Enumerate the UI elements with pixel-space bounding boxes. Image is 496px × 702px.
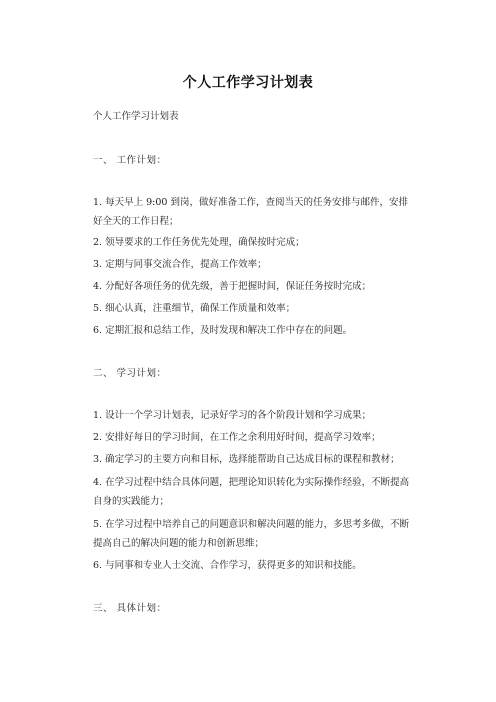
work-item-2: 2. 领导要求的工作任务优先处理，确保按时完成； [93,237,305,248]
study-item-4: 4. 在学习过程中结合具体问题，把理论知识转化为实际操作经验，不断提高自身的实践能力； [93,477,410,507]
work-item-1: 1. 每天早上 9:00 到岗，做好准备工作，查阅当天的任务安排与邮件，安排好全天的工作日程； [93,197,408,227]
study-item-6: 6. 与同事和专业人士交流、合作学习，获得更多的知识和技能。 [93,560,362,571]
work-item-3: 3. 定期与同事交流合作，提高工作效率； [93,259,267,270]
work-item-5: 5. 细心认真，注重细节，确保工作质量和效率； [93,303,296,314]
section-heading-work: 一、 工作计划： [93,155,167,166]
study-item-2: 2. 安排好每日的学习时间，在工作之余利用好时间，提高学习效率； [93,432,381,443]
study-item-3: 3. 确定学习的主要方向和目标，选择能帮助自己达成目标的课程和教材； [93,454,400,465]
study-item-5: 5. 在学习过程中培养自己的问题意识和解决问题的能力，多思考多做，不断提高自己的解决问题的能力和创新思维； [93,519,410,549]
document-subtitle: 个人工作学习计划表 [93,111,179,122]
section-heading-study: 二、 学习计划： [93,368,167,379]
document-title: 个人工作学习计划表 [182,75,314,91]
section-heading-detail: 三、 具体计划： [93,603,167,614]
work-item-6: 6. 定期汇报和总结工作，及时发现和解决工作中存在的问题。 [93,325,353,336]
work-item-4: 4. 分配好各项任务的优先级，善于把握时间，保证任务按时完成； [93,281,372,292]
study-item-1: 1. 设计一个学习计划表，记录好学习的各个阶段计划和学习成果； [93,410,372,421]
